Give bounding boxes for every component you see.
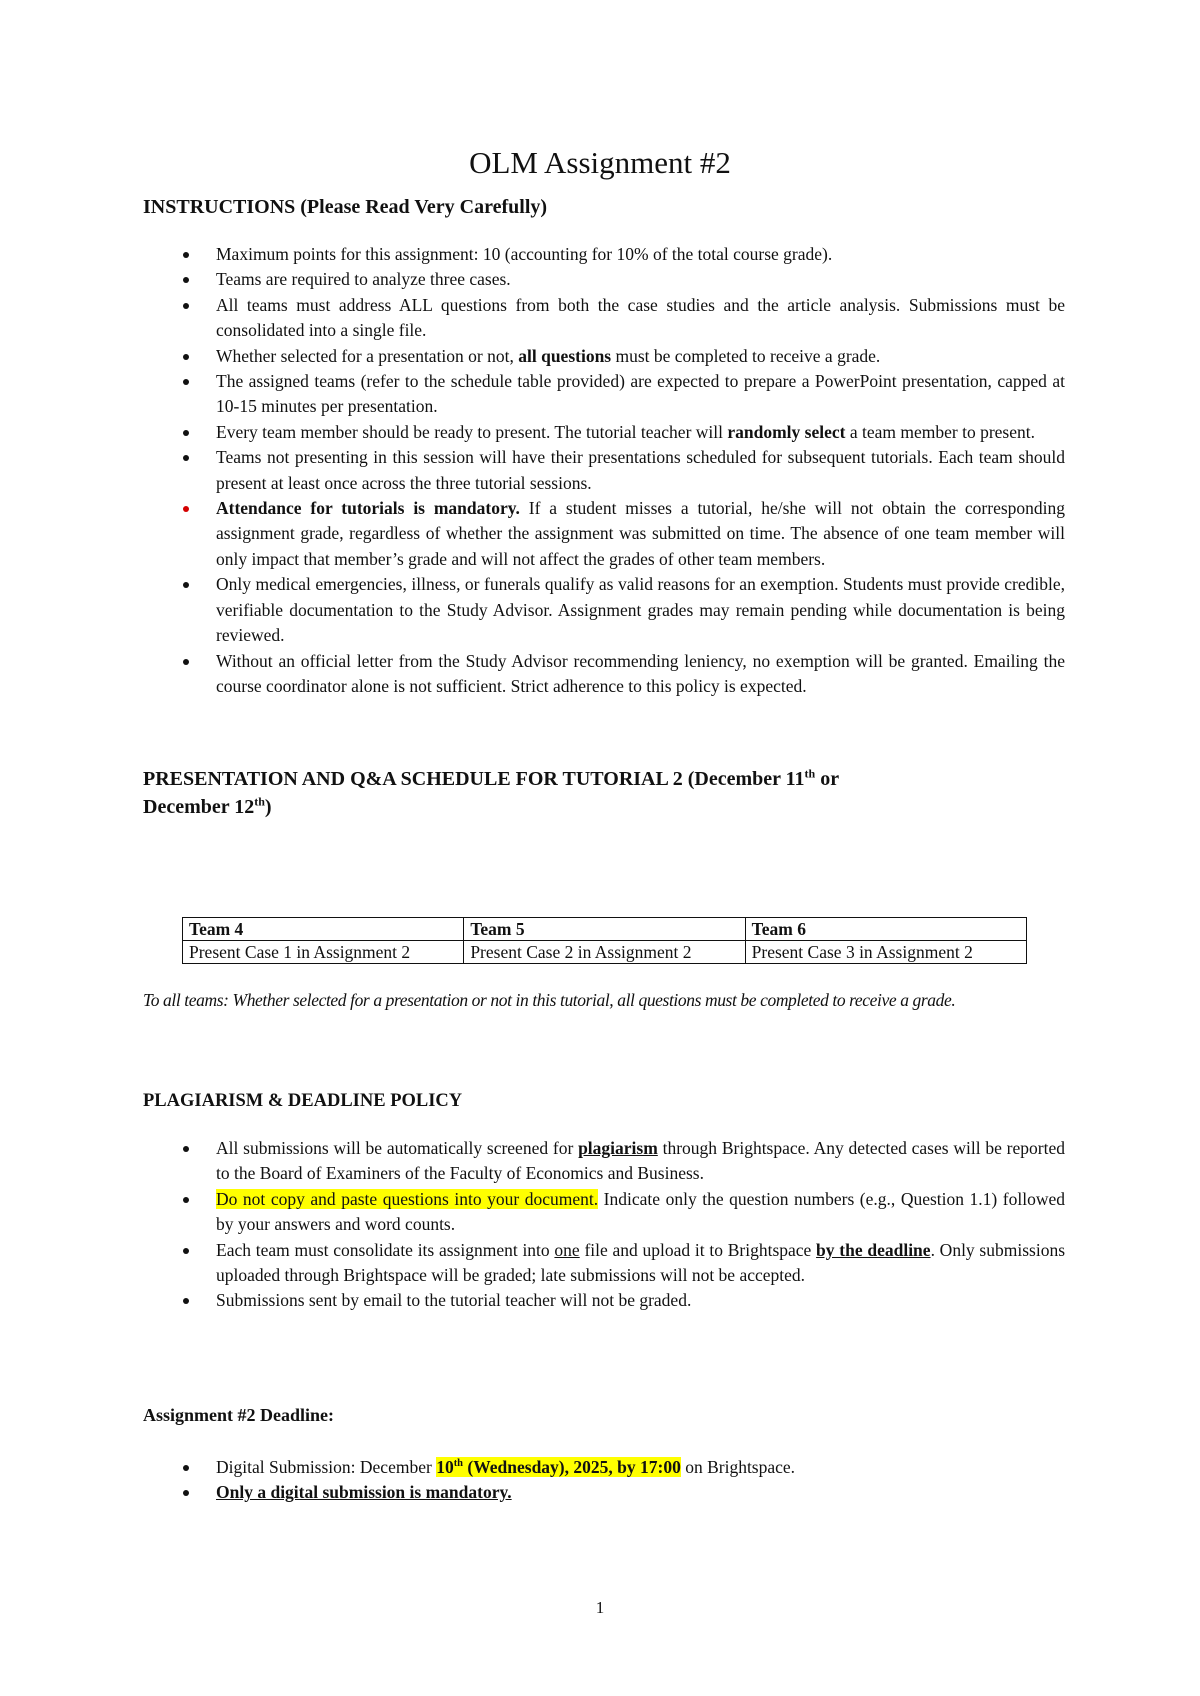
- table-row: [183, 941, 1027, 964]
- list-item: Submissions sent by email to the tutorial teacher will not be graded.: [143, 1288, 1065, 1313]
- list-item-attendance: Attendance for tutorials is mandatory. If a student misses a tutorial, he/she will not obtain the corresponding assignment grade, regardless of whether the assignment was submitted on time. The absence of one team member will only impact that member’s grade and will not affect the grades of other team members.: [143, 496, 1065, 572]
- emphasis: Only a digital submission is mandatory.: [216, 1482, 512, 1503]
- bullet-icon: [183, 582, 189, 588]
- emphasis: randomly select: [727, 421, 846, 442]
- list-item: All teams must address ALL questions from both the case studies and the article analysis. Submissions must be consolidated into a single file.: [143, 293, 1065, 344]
- bullet-icon: [183, 1298, 189, 1304]
- list-item: Whether selected for a presentation or not, all questions must be completed to receive a grade.: [143, 344, 1065, 369]
- bullet-icon: [183, 659, 189, 665]
- schedule-note: To all teams: Whether selected for a presentation or not in this tutorial, all questions must be completed to receive a grade.: [143, 990, 956, 1010]
- bullet-icon: [183, 277, 189, 283]
- list-item: The assigned teams (refer to the schedule table provided) are expected to prepare a PowerPoint presentation, capped at 10-15 minutes per presentation.: [143, 369, 1065, 420]
- list-item: Each team must consolidate its assignment into one file and upload it to Brightspace by the deadline. Only submissions uploaded through Brightspace will be graded; late submissions will not be accepted.: [143, 1238, 1065, 1289]
- instructions-list: [143, 242, 1065, 699]
- highlighted-text: Do not copy and paste questions into your document.: [216, 1188, 599, 1209]
- bullet-icon: [183, 455, 189, 461]
- bullet-icon: [183, 1490, 189, 1496]
- table-header-cell: Team 6: [745, 918, 1026, 941]
- list-item: Maximum points for this assignment: 10 (accounting for 10% of the total course grade).: [143, 242, 1065, 267]
- deadline-list: [143, 1455, 1065, 1506]
- list-item: Without an official letter from the Study Advisor recommending leniency, no exemption will be granted. Emailing the course coordinator alone is not sufficient. Strict adherence to this policy is expected.: [143, 649, 1065, 700]
- emphasis: all questions: [518, 345, 612, 366]
- emphasis: by the deadline: [816, 1239, 931, 1260]
- emphasis: Attendance for tutorials is mandatory.: [216, 498, 520, 519]
- list-item: Digital Submission: December 10th (Wednesday), 2025, by 17:00 on Brightspace.: [143, 1455, 1065, 1480]
- table-cell: Present Case 3 in Assignment 2: [745, 941, 1026, 964]
- bullet-icon: [183, 1146, 189, 1152]
- plagiarism-heading: PLAGIARISM & DEADLINE POLICY: [143, 1091, 463, 1111]
- bullet-icon: [183, 1248, 189, 1254]
- list-item: Every team member should be ready to present. The tutorial teacher will randomly select a team member to present.: [143, 420, 1065, 445]
- page-number: 1: [595, 1598, 605, 1617]
- schedule-heading: PRESENTATION AND Q&A SCHEDULE FOR TUTORIAL 2 (December 11th or December 12th): [143, 766, 840, 818]
- bullet-icon: [183, 379, 189, 385]
- list-item: Teams are required to analyze three cases.: [143, 267, 1065, 292]
- document-title: OLM Assignment #2: [469, 145, 731, 180]
- list-item: Teams not presenting in this session will have their presentations scheduled for subsequent tutorials. Each team should present at least once across the three tutorial sessions.: [143, 445, 1065, 496]
- table-header-row: [183, 918, 1027, 941]
- list-item: All submissions will be automatically screened for plagiarism through Brightspace. Any detected cases will be reported to the Board of Examiners of the Faculty of Economics and Business.: [143, 1136, 1065, 1187]
- bullet-icon: [183, 1197, 189, 1203]
- highlighted-deadline: 10th (Wednesday), 2025, by 17:00: [436, 1457, 681, 1477]
- list-item: Only medical emergencies, illness, or funerals qualify as valid reasons for an exemption. Students must provide credible, verifiable documentation to the Study Advisor. Assignment grades may remain pending while documentation is being reviewed.: [143, 572, 1065, 648]
- instructions-heading: INSTRUCTIONS (Please Read Very Carefully): [143, 196, 548, 218]
- list-item: Do not copy and paste questions into your document. Indicate only the question numbers (e.g., Question 1.1) followed by your answers and word counts.: [143, 1187, 1065, 1238]
- table-cell: Present Case 2 in Assignment 2: [464, 941, 745, 964]
- bullet-icon: [183, 354, 189, 360]
- plagiarism-list: [143, 1136, 1065, 1314]
- bullet-icon: [183, 303, 189, 309]
- deadline-heading: Assignment #2 Deadline:: [143, 1405, 335, 1425]
- bullet-icon: [183, 430, 189, 436]
- table-header-cell: Team 5: [464, 918, 745, 941]
- schedule-table: [182, 917, 1027, 964]
- bullet-icon: [183, 252, 189, 258]
- table-cell: Present Case 1 in Assignment 2: [183, 941, 464, 964]
- red-bullet-icon: [183, 506, 189, 512]
- bullet-icon: [183, 1465, 189, 1471]
- emphasis: plagiarism: [578, 1138, 658, 1158]
- list-item: [143, 1480, 1065, 1505]
- table-header-cell: Team 4: [183, 918, 464, 941]
